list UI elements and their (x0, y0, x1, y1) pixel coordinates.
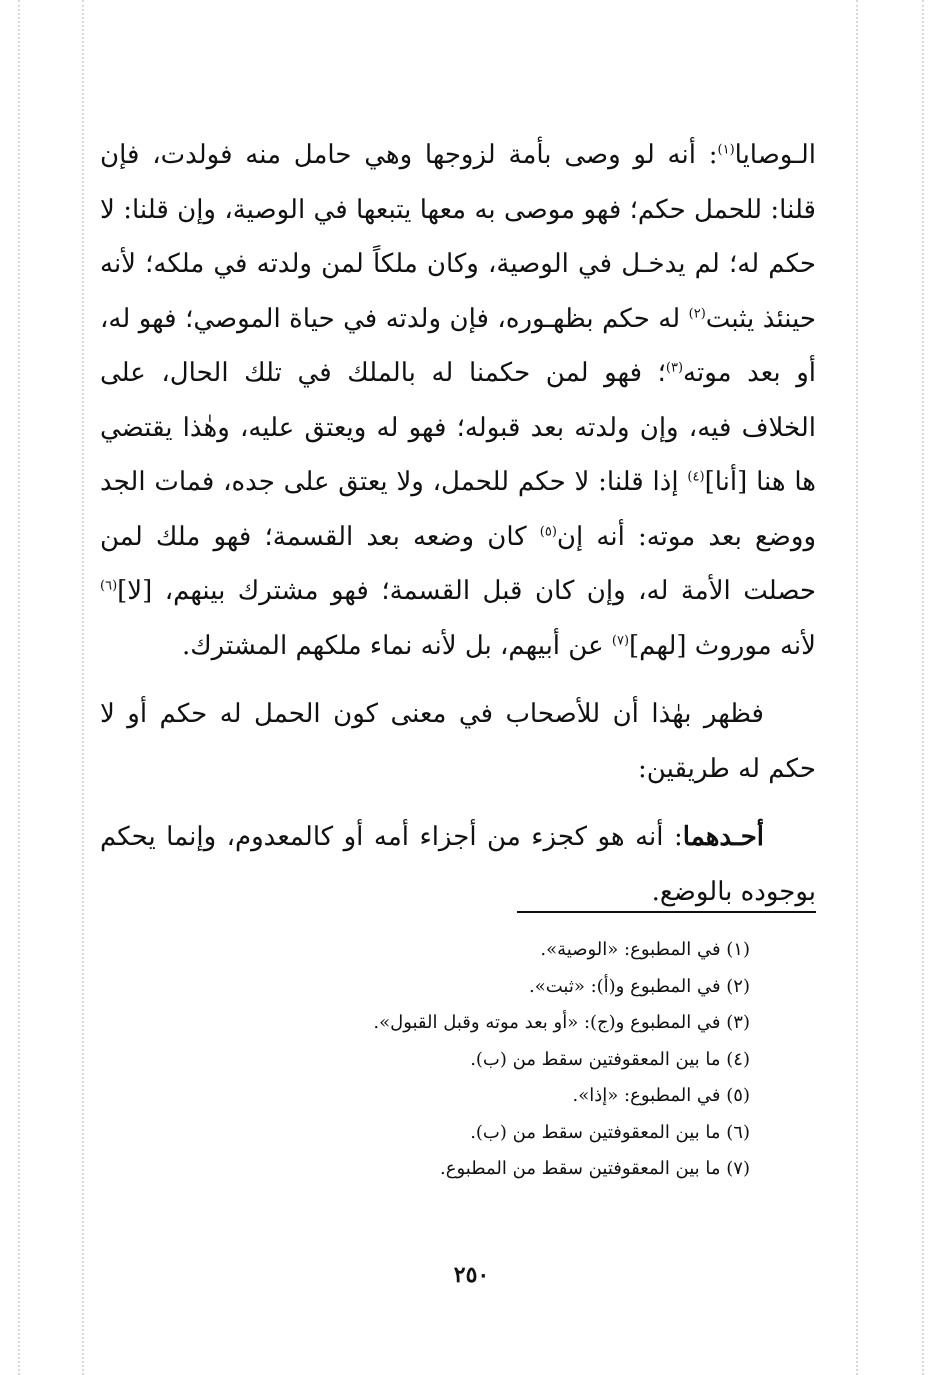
text-segment: الـوصايا (734, 140, 816, 170)
footnote-item: (٥) في المطبوع: «إذا». (572, 1085, 750, 1106)
text-segment: : أنه هو كجزء من أجزاء أمه أو كالمعدوم، وإنما يحكم بوجوده بالوضع. (100, 822, 816, 907)
footnote-ref: (٦) (100, 578, 118, 594)
paragraph-lead-word: أحـدهما (682, 822, 764, 852)
text-segment: عن أبيهم، بل لأنه نماء ملكهم المشترك. (181, 630, 612, 661)
footnote-ref: (٢) (688, 305, 706, 321)
text-segment: إذا قلنا: لا حكم للحمل، ولا يعتق على جده، فمات الجد ووضع بعد موته: أنه إن (100, 467, 816, 552)
footnote-item: (١) في المطبوع: «الوصية». (540, 939, 750, 960)
footnote-ref: (١) (717, 142, 735, 158)
text-segment: كان وضعه بعد القسمة؛ فهو ملك لمن حصلت الأمة له، وإن كان قبل القسمة؛ فهو مشترك بينهم، [لا] (100, 521, 816, 606)
footnote-item: (٣) في المطبوع و(ج): «أو بعد موته وقبل القبول». (373, 1012, 750, 1033)
scan-margin-guide (82, 0, 84, 1375)
text-segment: له حكم بظهـوره، فإن ولدته في حياة الموصي؛ فهو له، أو بعد موته (100, 303, 816, 388)
scan-margin-guide (922, 0, 924, 1375)
scan-margin-guide (856, 0, 858, 1375)
footnote-item: (٧) ما بين المعقوفتين سقط من المطبوع. (440, 1158, 750, 1179)
footnote-ref: (٥) (539, 523, 557, 539)
scan-margin-guide (18, 0, 20, 1375)
body-paragraph-1 (100, 128, 816, 673)
text-segment: فظهر بهٰذا أن للأصحاب في معنى كون الحمل له حكم أو لا حكم له طريقين: (100, 699, 816, 784)
footnote-separator (517, 911, 816, 913)
text-segment: : أنه لو وصى بأمة لزوجها وهي حامل منه فولدت، فإن قلنا: للحمل حكم؛ فهو موصى به معها يتبعها في الوصية، وإن قلنا: لا حكم له؛ لم يدخـل في الوصية، وكان ملكاً لمن ولدته في ملكه؛ لأنه حينئذ يثبت (100, 140, 816, 334)
page-body (100, 128, 816, 919)
footnote-item: (٢) في المطبوع و(أ): «ثبت». (528, 975, 750, 997)
text-segment: ؛ فهو لمن حكمنا له بالملك في تلك الحال، على الخلاف فيه، وإن ولدته بعد قبوله؛ فهو له ويعتق عليه، وهٰذا يقتضي ها هنا [أنا] (100, 358, 817, 497)
footnote-ref: (٤) (687, 469, 705, 485)
footnote-item: (٤) ما بين المعقوفتين سقط من (ب). (470, 1048, 750, 1070)
text-segment: لأنه موروث [لهم] (629, 630, 816, 661)
footnotes-list (250, 932, 750, 1188)
footnote-ref: (٧) (611, 632, 630, 648)
footnote-ref: (٣) (665, 360, 684, 376)
body-paragraph-2 (100, 687, 816, 796)
body-paragraph-3 (100, 810, 816, 919)
page-number: ٢٥٠ (453, 1262, 490, 1288)
footnote-item: (٦) ما بين المعقوفتين سقط من (ب). (470, 1121, 750, 1143)
